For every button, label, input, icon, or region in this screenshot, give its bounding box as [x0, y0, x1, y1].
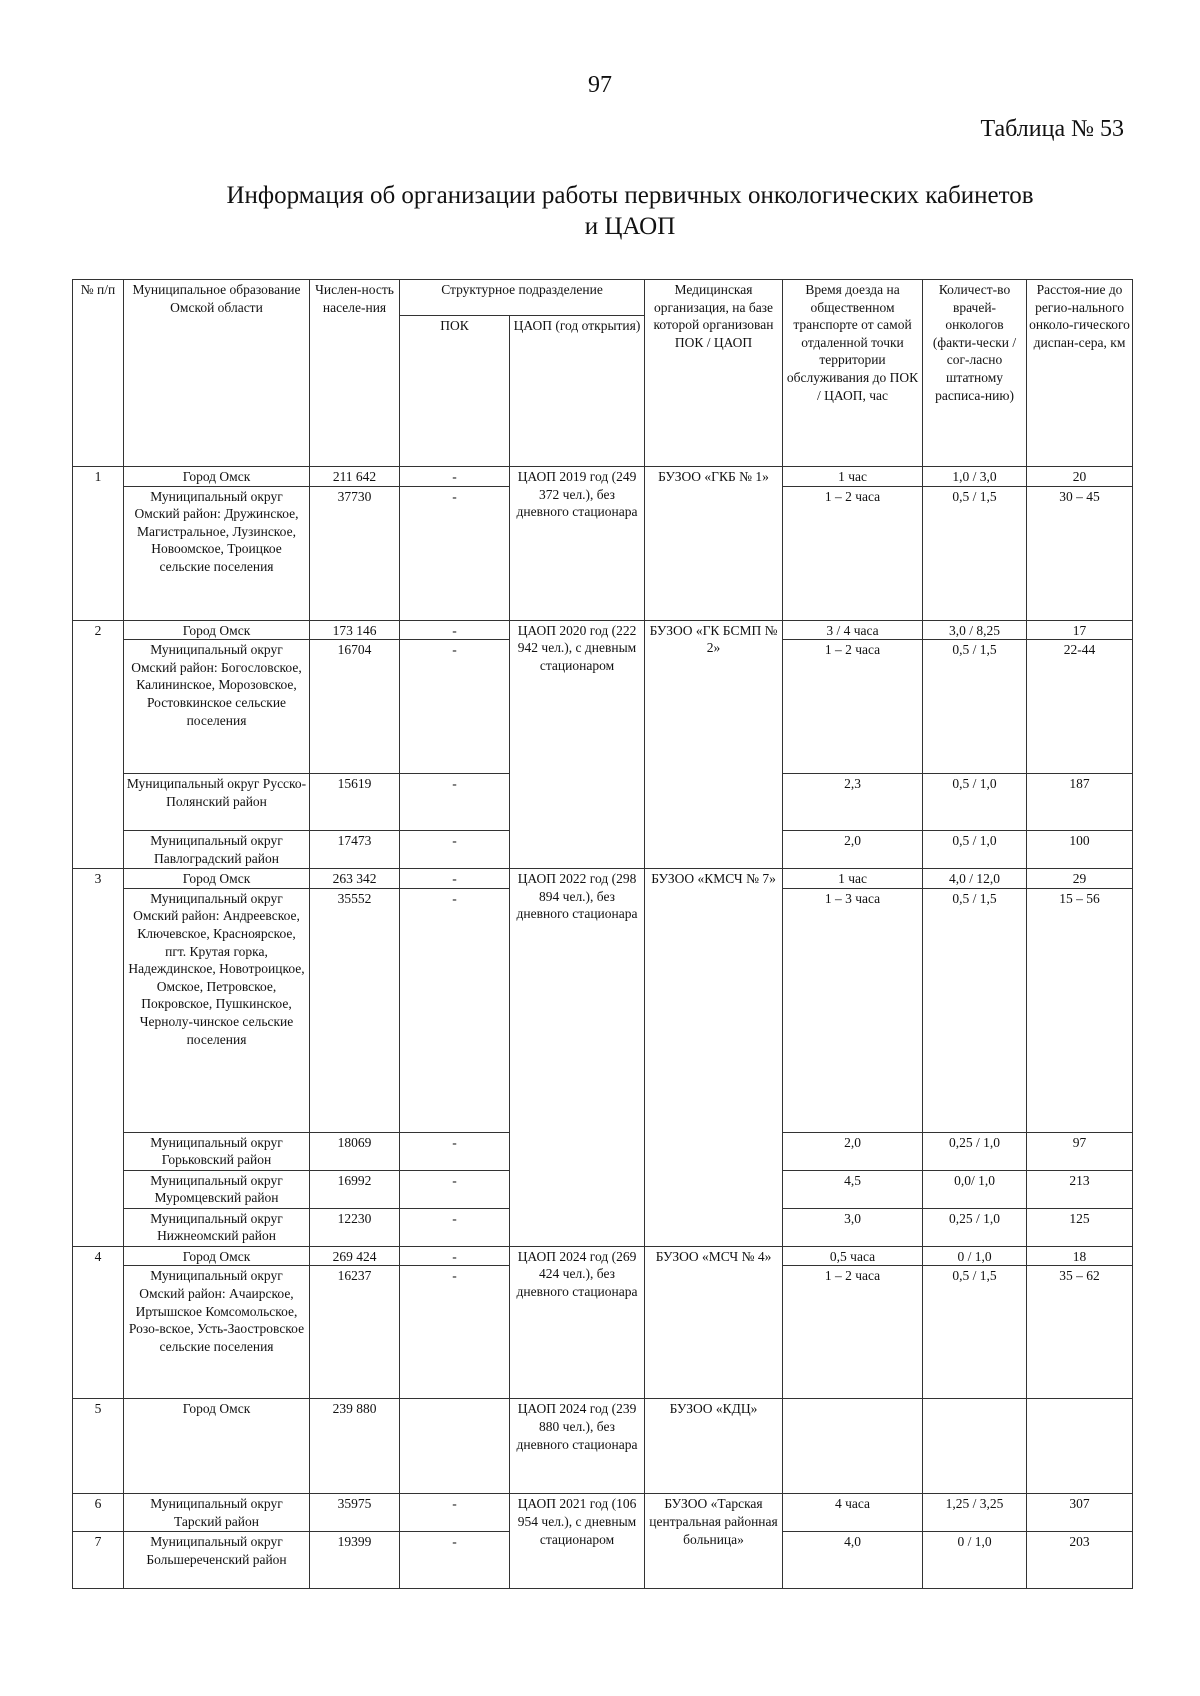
population-cell: 37730 — [310, 486, 400, 620]
municipality-cell: Муниципальный округ Павлоградский район — [124, 831, 310, 869]
table-row — [73, 1399, 1133, 1494]
population-cell: 35552 — [310, 888, 400, 1132]
municipality-cell: Муниципальный округ Муромцевский район — [124, 1170, 310, 1208]
distance-cell: 203 — [1027, 1532, 1133, 1589]
pok-cell: - — [400, 486, 510, 620]
row-number: 2 — [73, 620, 124, 869]
organization-cell: БУЗОО «КМСЧ № 7» — [645, 869, 783, 1247]
header-travel-time: Время доезда на общественном транспорте от самой отдаленной точки территории обслуживания до ПОК / ЦАОП, час — [783, 280, 923, 467]
travel-time-cell: 1 – 2 часа — [783, 1266, 923, 1399]
oncologists-cell: 3,0 / 8,25 — [923, 620, 1027, 640]
pok-cell: - — [400, 620, 510, 640]
row-number: 1 — [73, 467, 124, 621]
population-cell: 269 424 — [310, 1246, 400, 1266]
distance-cell: 125 — [1027, 1208, 1133, 1246]
header-num: № п/п — [73, 280, 124, 467]
oncologists-cell: 0,5 / 1,5 — [923, 486, 1027, 620]
oncologists-cell: 0,25 / 1,0 — [923, 1132, 1027, 1170]
header-caop: ЦАОП (год открытия) — [510, 316, 645, 467]
oncologists-cell: 1,0 / 3,0 — [923, 467, 1027, 487]
municipality-cell: Город Омск — [124, 1399, 310, 1494]
municipality-cell: Город Омск — [124, 467, 310, 487]
municipality-cell: Муниципальный округ Омский район: Богословское, Калининское, Морозовское, Ростовкинское сельские поселения — [124, 640, 310, 774]
distance-cell: 15 – 56 — [1027, 888, 1133, 1132]
header-oncologists-count: Количест-во врачей-онкологов (факти-чески / сог-ласно штатному расписа-нию) — [923, 280, 1027, 467]
municipality-cell: Город Омск — [124, 869, 310, 889]
organization-cell: БУЗОО «ГК БСМП № 2» — [645, 620, 783, 869]
organization-cell: БУЗОО «МСЧ № 4» — [645, 1246, 783, 1399]
population-cell: 211 642 — [310, 467, 400, 487]
row-number: 4 — [73, 1246, 124, 1399]
population-cell: 15619 — [310, 774, 400, 831]
distance-cell: 187 — [1027, 774, 1133, 831]
population-cell: 17473 — [310, 831, 400, 869]
municipality-cell: Муниципальный округ Омский район: Ачаирское, Иртышское Комсомольское, Розо-вское, Усть-Заостровское сельские поселения — [124, 1266, 310, 1399]
pok-cell: - — [400, 1246, 510, 1266]
municipality-cell: Муниципальный округ Омский район: Андреевское, Ключевское, Красноярское, пгт. Крутая горка, Надеждинское, Новотроицкое, Омское, Петровское, Покровское, Пушкинское, Чернолу-чинское сельские поселения — [124, 888, 310, 1132]
row-number: 3 — [73, 869, 124, 1247]
travel-time-cell: 1 – 3 часа — [783, 888, 923, 1132]
population-cell: 263 342 — [310, 869, 400, 889]
population-cell: 16237 — [310, 1266, 400, 1399]
table-row — [73, 467, 1133, 487]
table-row — [73, 620, 1133, 640]
pok-cell: - — [400, 1532, 510, 1589]
population-cell: 239 880 — [310, 1399, 400, 1494]
header-structural-unit: Структурное подразделение — [400, 280, 645, 316]
caop-cell: ЦАОП 2024 год (239 880 чел.), без дневного стационара — [510, 1399, 645, 1494]
population-cell: 35975 — [310, 1494, 400, 1532]
table-row — [73, 1246, 1133, 1266]
pok-cell: - — [400, 1494, 510, 1532]
travel-time-cell: 1 – 2 часа — [783, 486, 923, 620]
distance-cell: 213 — [1027, 1170, 1133, 1208]
oncologists-cell — [923, 1399, 1027, 1494]
pok-cell — [400, 1399, 510, 1494]
oncologists-cell: 0,0/ 1,0 — [923, 1170, 1027, 1208]
header-medical-organization: Медицинская организация, на базе которой организован ПОК / ЦАОП — [645, 280, 783, 467]
pok-cell: - — [400, 831, 510, 869]
table-row — [73, 1494, 1133, 1532]
distance-cell: 307 — [1027, 1494, 1133, 1532]
municipality-cell: Город Омск — [124, 620, 310, 640]
travel-time-cell: 1 – 2 часа — [783, 640, 923, 774]
distance-cell: 30 – 45 — [1027, 486, 1133, 620]
caop-cell: ЦАОП 2022 год (298 894 чел.), без дневного стационара — [510, 869, 645, 1247]
travel-time-cell: 2,0 — [783, 831, 923, 869]
oncologists-cell: 1,25 / 3,25 — [923, 1494, 1027, 1532]
pok-cell: - — [400, 1266, 510, 1399]
pok-cell: - — [400, 869, 510, 889]
row-number: 7 — [73, 1532, 124, 1589]
oncologists-cell: 0 / 1,0 — [923, 1246, 1027, 1266]
population-cell: 16704 — [310, 640, 400, 774]
distance-cell: 17 — [1027, 620, 1133, 640]
pok-cell: - — [400, 1132, 510, 1170]
population-cell: 16992 — [310, 1170, 400, 1208]
organization-cell: БУЗОО «ГКБ № 1» — [645, 467, 783, 621]
table-header — [73, 280, 1133, 467]
travel-time-cell: 4,0 — [783, 1532, 923, 1589]
header-population: Числен-ность населе-ния — [310, 280, 400, 467]
travel-time-cell: 2,3 — [783, 774, 923, 831]
header-distance: Расстоя-ние до регио-нального онколо-гического диспан-сера, км — [1027, 280, 1133, 467]
municipality-cell: Муниципальный округ Русско-Полянский район — [124, 774, 310, 831]
municipality-cell: Муниципальный округ Нижнеомский район — [124, 1208, 310, 1246]
oncologists-cell: 0,5 / 1,0 — [923, 774, 1027, 831]
municipality-cell: Муниципальный округ Горьковский район — [124, 1132, 310, 1170]
distance-cell: 29 — [1027, 869, 1133, 889]
travel-time-cell — [783, 1399, 923, 1494]
travel-time-cell: 3,0 — [783, 1208, 923, 1246]
caop-cell: ЦАОП 2024 год (269 424 чел.), без дневного стационара — [510, 1246, 645, 1399]
municipality-cell: Муниципальный округ Большереченский район — [124, 1532, 310, 1589]
oncologists-cell: 0,5 / 1,5 — [923, 1266, 1027, 1399]
pok-cell: - — [400, 640, 510, 774]
distance-cell — [1027, 1399, 1133, 1494]
document-title-line-2: и ЦАОП — [584, 213, 676, 240]
oncologists-cell: 0,5 / 1,0 — [923, 831, 1027, 869]
pok-cell: - — [400, 467, 510, 487]
organization-cell: БУЗОО «Тарская центральная районная больница» — [645, 1494, 783, 1589]
distance-cell: 97 — [1027, 1132, 1133, 1170]
distance-cell: 35 – 62 — [1027, 1266, 1133, 1399]
travel-time-cell: 1 час — [783, 869, 923, 889]
municipality-cell: Город Омск — [124, 1246, 310, 1266]
distance-cell: 100 — [1027, 831, 1133, 869]
travel-time-cell: 3 / 4 часа — [783, 620, 923, 640]
pok-cell: - — [400, 888, 510, 1132]
table-label: Таблица № 53 — [980, 116, 1124, 142]
oncology-offices-table — [72, 279, 1133, 1589]
caop-cell: ЦАОП 2019 год (249 372 чел.), без дневного стационара — [510, 467, 645, 621]
header-municipality: Муниципальное образование Омской области — [124, 280, 310, 467]
table-row — [73, 869, 1133, 889]
travel-time-cell: 2,0 — [783, 1132, 923, 1170]
caop-cell: ЦАОП 2021 год (106 954 чел.), с дневным стационаром — [510, 1494, 645, 1589]
municipality-cell: Муниципальный округ Омский район: Дружинское, Магистральное, Лузинское, Новоомское, Троицкое сельские поселения — [124, 486, 310, 620]
population-cell: 18069 — [310, 1132, 400, 1170]
document-title-line-1: Информация об организации работы первичных онкологических кабинетов — [226, 182, 1034, 209]
distance-cell: 22-44 — [1027, 640, 1133, 774]
travel-time-cell: 0,5 часа — [783, 1246, 923, 1266]
oncologists-cell: 4,0 / 12,0 — [923, 869, 1027, 889]
distance-cell: 18 — [1027, 1246, 1133, 1266]
oncologists-cell: 0,25 / 1,0 — [923, 1208, 1027, 1246]
header-pok: ПОК — [400, 316, 510, 467]
population-cell: 19399 — [310, 1532, 400, 1589]
travel-time-cell: 4 часа — [783, 1494, 923, 1532]
document-title — [110, 180, 1150, 242]
population-cell: 173 146 — [310, 620, 400, 640]
organization-cell: БУЗОО «КДЦ» — [645, 1399, 783, 1494]
distance-cell: 20 — [1027, 467, 1133, 487]
pok-cell: - — [400, 774, 510, 831]
row-number: 5 — [73, 1399, 124, 1494]
page-number: 97 — [588, 72, 612, 98]
travel-time-cell: 1 час — [783, 467, 923, 487]
pok-cell: - — [400, 1170, 510, 1208]
travel-time-cell: 4,5 — [783, 1170, 923, 1208]
oncologists-cell: 0,5 / 1,5 — [923, 888, 1027, 1132]
municipality-cell: Муниципальный округ Тарский район — [124, 1494, 310, 1532]
row-number: 6 — [73, 1494, 124, 1532]
pok-cell: - — [400, 1208, 510, 1246]
oncologists-cell: 0 / 1,0 — [923, 1532, 1027, 1589]
population-cell: 12230 — [310, 1208, 400, 1246]
caop-cell: ЦАОП 2020 год (222 942 чел.), с дневным стационаром — [510, 620, 645, 869]
oncologists-cell: 0,5 / 1,5 — [923, 640, 1027, 774]
